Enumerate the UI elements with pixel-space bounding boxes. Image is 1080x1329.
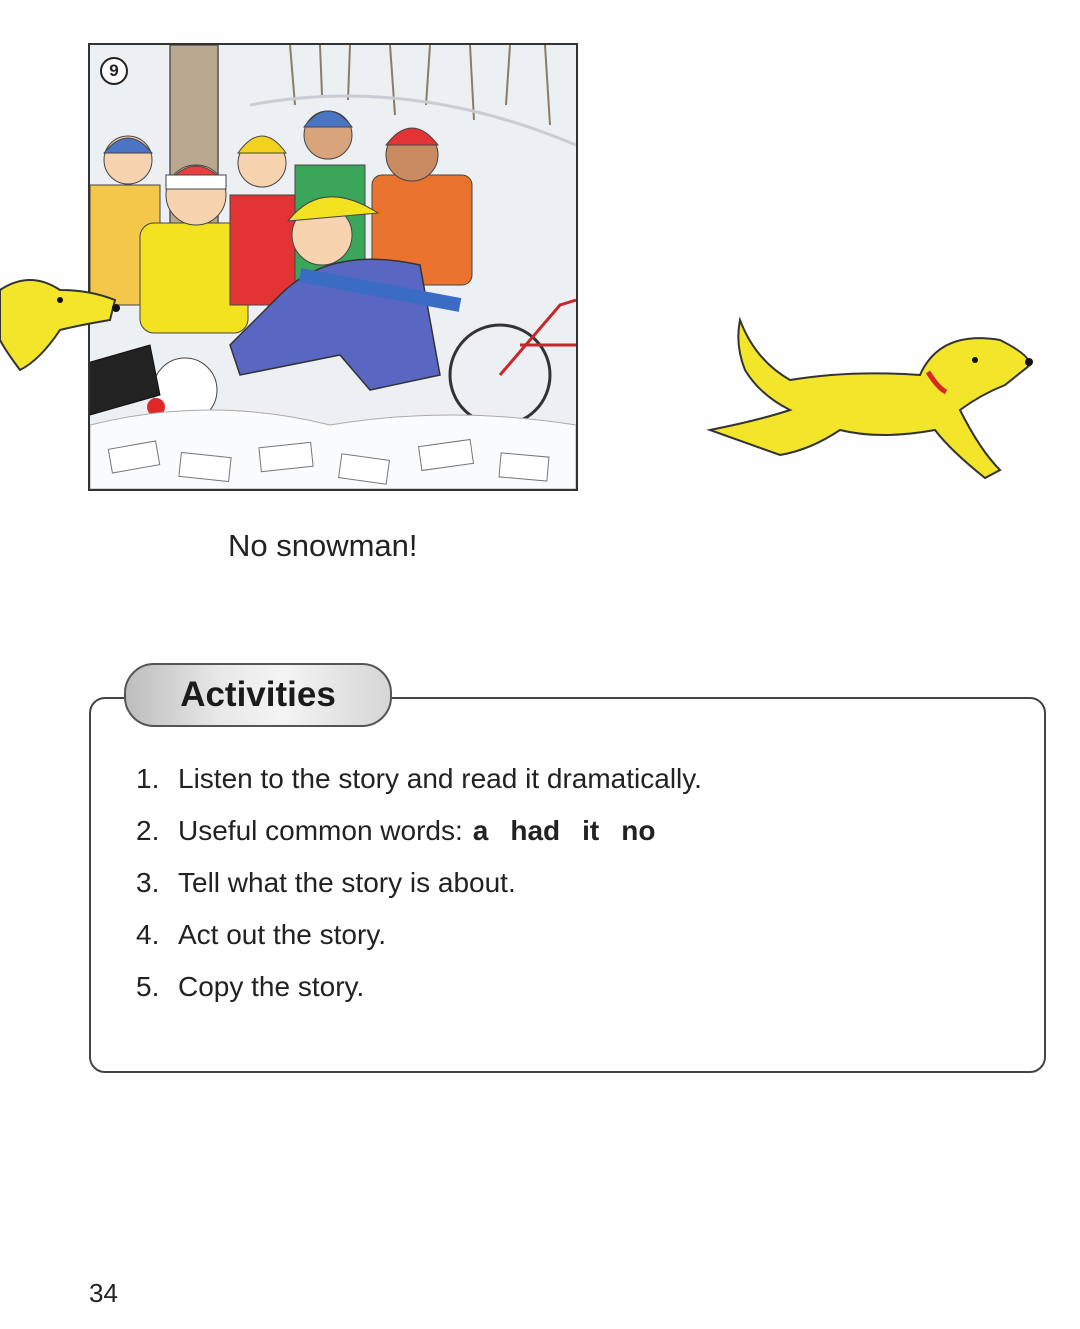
activity-number: 2. (136, 815, 160, 846)
common-word: no (621, 815, 656, 846)
activity-number: 4. (136, 919, 160, 950)
activity-number: 1. (136, 763, 160, 794)
dog-peeking-left (0, 270, 130, 380)
panel-number: 9 (100, 57, 128, 85)
story-illustration (88, 43, 578, 491)
snow-scene (90, 45, 576, 489)
common-word: had (510, 815, 561, 846)
activity-item (136, 862, 702, 914)
common-word: it (582, 815, 600, 846)
activity-number: 3. (136, 867, 160, 898)
activity-text: Act out the story. (178, 919, 387, 950)
activities-list (136, 758, 702, 1018)
activity-text: Copy the story. (178, 971, 365, 1002)
activity-text: Listen to the story and read it dramatically. (178, 763, 702, 794)
dog-running-right (700, 300, 1040, 490)
activity-text: Useful common words: (178, 815, 463, 846)
page-number: 34 (89, 1278, 118, 1308)
activity-item (136, 966, 702, 1018)
activities-heading: Activities (124, 663, 392, 727)
common-word: a (472, 815, 489, 846)
activity-item (136, 914, 702, 966)
activity-item (136, 758, 702, 810)
activity-text: Tell what the story is about. (178, 867, 516, 898)
activity-item (136, 810, 702, 862)
story-caption: No snowman! (228, 528, 418, 563)
activity-number: 5. (136, 971, 160, 1002)
